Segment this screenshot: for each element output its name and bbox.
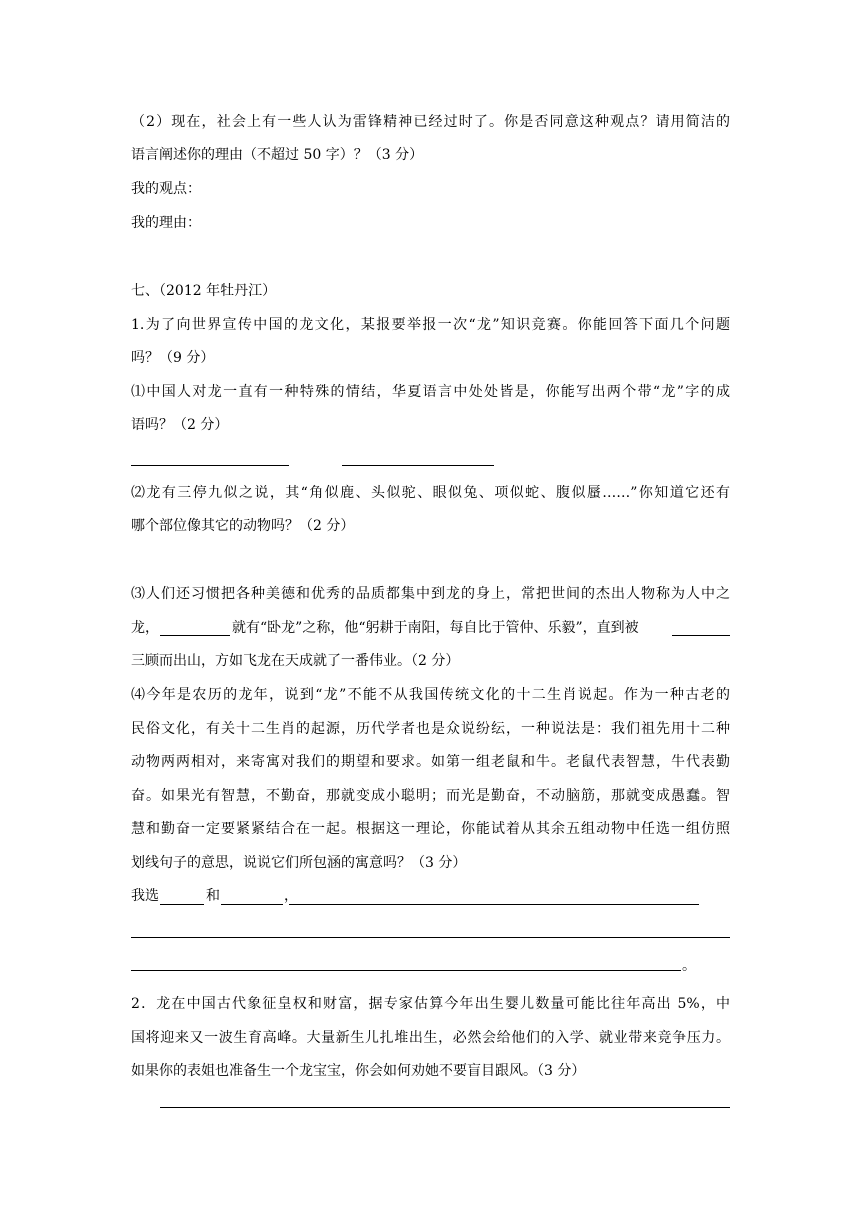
sub4-line2: 民俗文化，有关十二生肖的起源，历代学者也是众说纷纭，一种说法是：我们祖先用十二种	[131, 721, 730, 737]
sub2-line1: ⑵龙有三停九似之说，其“角似鹿、头似驼、眼似兔、项似蛇、腹似蜃……”你知道它还有	[131, 485, 730, 501]
meaning-answer-line-1[interactable]	[289, 904, 699, 905]
q1-line2: 吗？（9 分）	[131, 350, 215, 366]
animal-blank-2[interactable]	[221, 904, 283, 905]
q6-part2-line2: 语言阐述你的理由（不超过 50 字）？（3 分）	[131, 147, 424, 163]
q1-line1: 1.为了向世界宣传中国的龙文化，某报要举报一次“龙”知识竞赛。你能回答下面几个问题	[131, 317, 730, 333]
person-blank-2[interactable]	[672, 635, 730, 636]
sub3-line2-start: 龙，	[131, 620, 159, 636]
sub3-line3: 三顾而出山，方如飞龙在天成就了一番伟业。（2 分）	[131, 653, 460, 669]
sub4-line3: 动物两两相对，来寄寓对我们的期望和要求。如第一组老鼠和牛。老鼠代表智慧，牛代表勤	[131, 754, 730, 770]
reason-label: 我的理由：	[131, 215, 201, 231]
choose-label: 我选	[131, 888, 159, 904]
q2-line3: 如果你的表姐也准备生一个龙宝宝，你会如何劝她不要盲目跟风。（3 分）	[131, 1063, 586, 1079]
comma-label: ，	[284, 888, 298, 904]
person-blank-1[interactable]	[160, 635, 230, 636]
q6-part2-line1: （2）现在，社会上有一些人认为雷锋精神已经过时了。你是否同意这种观点？请用简洁的	[131, 114, 730, 130]
sub3-line2-middle: 就有“卧龙”之称，他“躬耕于南阳，每自比于管仲、乐毅”，直到被	[232, 620, 639, 636]
idiom-blank-2[interactable]	[342, 465, 494, 466]
sub4-line1: ⑷今年是农历的龙年，说到“龙”不能不从我国传统文化的十二生肖说起。作为一种古老的	[131, 687, 730, 703]
q2-line2: 国将迎来又一波生育高峰。大量新生儿扎堆出生，必然会给他们的入学、就业带来竞争压力。	[131, 1030, 730, 1046]
sub1-line2: 语吗？（2 分）	[131, 417, 229, 433]
answer-period: 。	[682, 958, 696, 974]
sub4-line5: 慧和勤奋一定要紧紧结合在一起。根据这一理论，你能试着从其余五组动物中任选一组仿照	[131, 821, 730, 837]
q2-line1: 2．龙在中国古代象征皇权和财富，据专家估算今年出生婴儿数量可能比往年高出 5%，中	[131, 996, 730, 1012]
section7-heading: 七、（2012 年牡丹江）	[131, 283, 277, 299]
sub4-line4: 奋。如果光有智慧，不勤奋，那就变成小聪明；而光是勤奋，不动脑筋，那就变成愚蠢。智	[131, 788, 730, 804]
and-label: 和	[206, 888, 220, 904]
sub3-line1: ⑶人们还习惯把各种美德和优秀的品质都集中到龙的身上，常把世间的杰出人物称为人中之	[131, 586, 730, 602]
viewpoint-label: 我的观点：	[131, 181, 201, 197]
sub2-line2: 哪个部位像其它的动物吗？（2 分）	[131, 518, 355, 534]
idiom-blank-1[interactable]	[131, 465, 289, 466]
advice-answer-line[interactable]	[160, 1107, 730, 1108]
animal-blank-1[interactable]	[160, 904, 204, 905]
sub4-line6: 划线句子的意思，说说它们所包涵的寓意吗？（3 分）	[131, 855, 467, 871]
meaning-answer-line-3[interactable]	[131, 970, 681, 971]
sub1-line1: ⑴中国人对龙一直有一种特殊的情结，华夏语言中处处皆是，你能写出两个带“龙”字的成	[131, 384, 730, 400]
meaning-answer-line-2[interactable]	[131, 937, 730, 938]
